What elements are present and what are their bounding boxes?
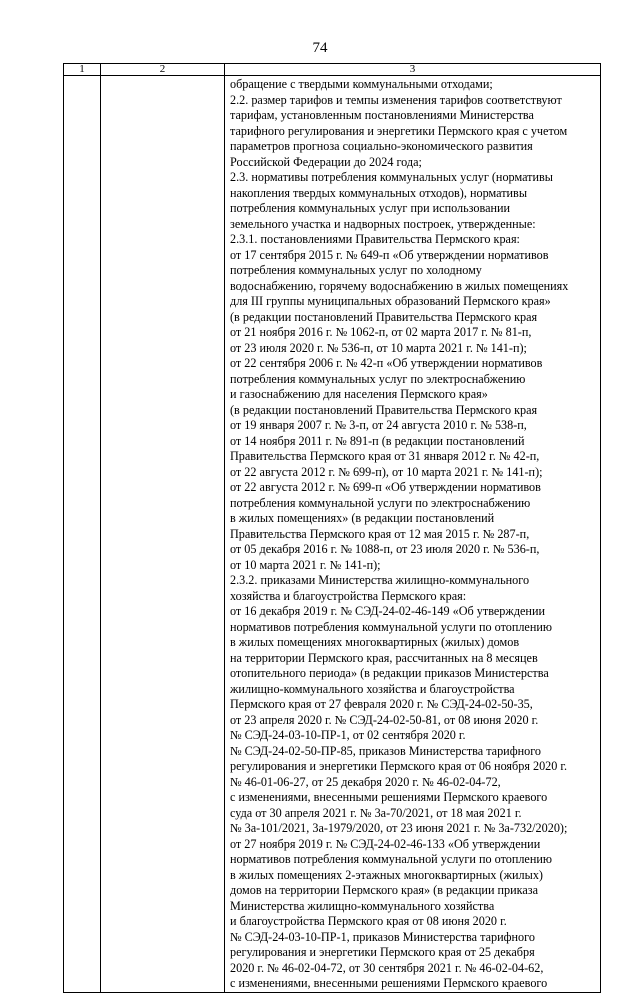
text-line: от 27 ноября 2019 г. № СЭД-24-02-46-133 «Об утверждении — [230, 836, 541, 851]
text-line: домов на территории Пермского края» (в редакции приказа — [230, 883, 539, 897]
text-line: обращение с твердыми коммунальными отходами; — [230, 77, 493, 91]
text-line: 2020 г. № 46-02-04-72, от 30 сентября 2021 г. № 46-02-04-62, — [230, 960, 544, 975]
text-line: на территории Пермского края, рассчитанных на 8 месяцев — [230, 650, 538, 665]
text-line: от 17 сентября 2015 г. № 649-п «Об утверждении нормативов — [230, 247, 549, 262]
text-line: потребления коммунальных услуг по электроснабжению — [230, 371, 526, 386]
column-header-3: 3 — [225, 64, 601, 76]
text-line: от 19 января 2007 г. № 3-п, от 24 августа 2010 г. № 538-п, — [230, 418, 527, 432]
text-line: от 22 сентября 2006 г. № 42-п «Об утверждении нормативов — [230, 356, 543, 370]
text-line: в жилых помещениях» (в редакции постановлений — [230, 511, 495, 525]
text-line: хозяйства и благоустройства Пермского края: — [230, 588, 467, 603]
text-line: регулирования и энергетики Пермского края от 06 ноября 2020 г. — [230, 759, 568, 773]
text-line: и газоснабжению для населения Пермского края» — [230, 387, 488, 401]
text-line: суда от 30 апреля 2021 г. № 3а-70/2021, от 18 мая 2021 г. — [230, 805, 522, 820]
text-line: 2.2. размер тарифов и темпы изменения тарифов соответствуют — [230, 92, 562, 107]
text-line: от 22 августа 2012 г. № 699-п «Об утверждении нормативов — [230, 480, 541, 494]
column-header-1: 1 — [64, 64, 101, 76]
text-line: накопления твердых коммунальных отходов), нормативы — [230, 185, 528, 200]
text-line: жилищно-коммунального хозяйства и благоустройства — [230, 681, 515, 696]
text-line: № 3а-101/2021, 3а-1979/2020, от 23 июня 2021 г. № 3а-732/2020); — [230, 821, 568, 835]
column-header-2: 2 — [101, 64, 225, 76]
table-body-row — [64, 76, 601, 993]
text-line: (в редакции постановлений Правительства Пермского края — [230, 402, 538, 417]
text-line: с изменениями, внесенными решениями Пермского краевого — [230, 976, 548, 990]
text-line: 2.3.1. постановлениями Правительства Пермского края: — [230, 232, 520, 246]
text-line: Правительства Пермского края от 31 января 2012 г. № 42-п, — [230, 449, 540, 463]
text-line: с изменениями, внесенными решениями Пермского краевого — [230, 790, 548, 804]
text-line: Российской Федерации до 2024 года; — [230, 154, 422, 169]
text-line: от 05 декабря 2016 г. № 1088-п, от 23 июля 2020 г. № 536-п, — [230, 542, 540, 556]
text-line: № СЭД-24-03-10-ПР-1, приказов Министерства тарифного — [230, 929, 535, 944]
text-line: Министерства жилищно-коммунального хозяйства — [230, 898, 495, 913]
document-table — [63, 63, 601, 993]
text-line: потребления коммунальной услуги по электроснабжению — [230, 495, 531, 510]
text-line: и благоустройства Пермского края от 08 июня 2020 г. — [230, 914, 507, 928]
text-line: отопительного периода» (в редакции приказов Министерства — [230, 666, 549, 680]
text-line: № 46-01-06-27, от 25 декабря 2020 г. № 46-02-04-72, — [230, 774, 501, 789]
text-line: потребления коммунальных услуг при использовании — [230, 201, 511, 215]
text-line: параметров прогноза социально-экономического развития — [230, 139, 533, 153]
text-line: от 21 ноября 2016 г. № 1062-п, от 02 марта 2017 г. № 81-п, — [230, 325, 532, 339]
text-line: для III группы муниципальных образований Пермского края» — [230, 294, 551, 308]
text-line: нормативов потребления коммунальной услуги по отоплению — [230, 619, 552, 634]
text-line: от 23 апреля 2020 г. № СЭД-24-02-50-81, от 08 июня 2020 г. — [230, 712, 539, 727]
text-line: водоснабжению, горячему водоснабжению в жилых помещениях — [230, 278, 569, 293]
page-number: 74 — [312, 40, 328, 56]
text-line: от 16 декабря 2019 г. № СЭД-24-02-46-149 «Об утверждении — [230, 604, 545, 618]
column-1-cell — [64, 76, 101, 993]
text-line: от 23 июля 2020 г. № 536-п, от 10 марта 2021 г. № 141-п); — [230, 340, 527, 355]
text-line: в жилых помещениях многоквартирных (жилых) домов — [230, 635, 520, 649]
text-line: № СЭД-24-02-50-ПР-85, приказов Министерства тарифного — [230, 743, 542, 758]
table-header-row — [64, 64, 601, 76]
text-line: Пермского края от 27 февраля 2020 г. № СЭД-24-02-50-35, — [230, 697, 533, 711]
text-line: потребления коммунальных услуг по холодному — [230, 263, 482, 277]
column-3-text-cell — [225, 76, 601, 993]
text-line: тарифам, установленным постановлениями Министерства — [230, 108, 534, 122]
column-2-cell — [101, 76, 225, 993]
text-line: № СЭД-24-03-10-ПР-1, от 02 сентября 2020 г. — [230, 728, 466, 742]
text-line: регулирования и энергетики Пермского края от 25 декабря — [230, 945, 535, 959]
text-line: от 14 ноября 2011 г. № 891-п (в редакции постановлений — [230, 433, 525, 448]
text-line: (в редакции постановлений Правительства Пермского края — [230, 309, 538, 324]
text-line: нормативов потребления коммунальной услуги по отоплению — [230, 852, 552, 866]
text-line: от 22 августа 2012 г. № 699-п), от 10 марта 2021 г. № 141-п); — [230, 464, 543, 479]
text-line: Правительства Пермского края от 12 мая 2015 г. № 287-п, — [230, 526, 530, 541]
text-line: земельного участка и надворных построек, утвержденные: — [230, 216, 536, 231]
text-line: в жилых помещениях 2-этажных многоквартирных (жилых) — [230, 867, 543, 882]
text-line: 2.3.2. приказами Министерства жилищно-коммунального — [230, 573, 530, 587]
text-line: от 10 марта 2021 г. № 141-п); — [230, 557, 381, 572]
text-line: 2.3. нормативы потребления коммунальных услуг (нормативы — [230, 170, 553, 184]
text-line: тарифного регулирования и энергетики Пермского края с учетом — [230, 123, 568, 138]
